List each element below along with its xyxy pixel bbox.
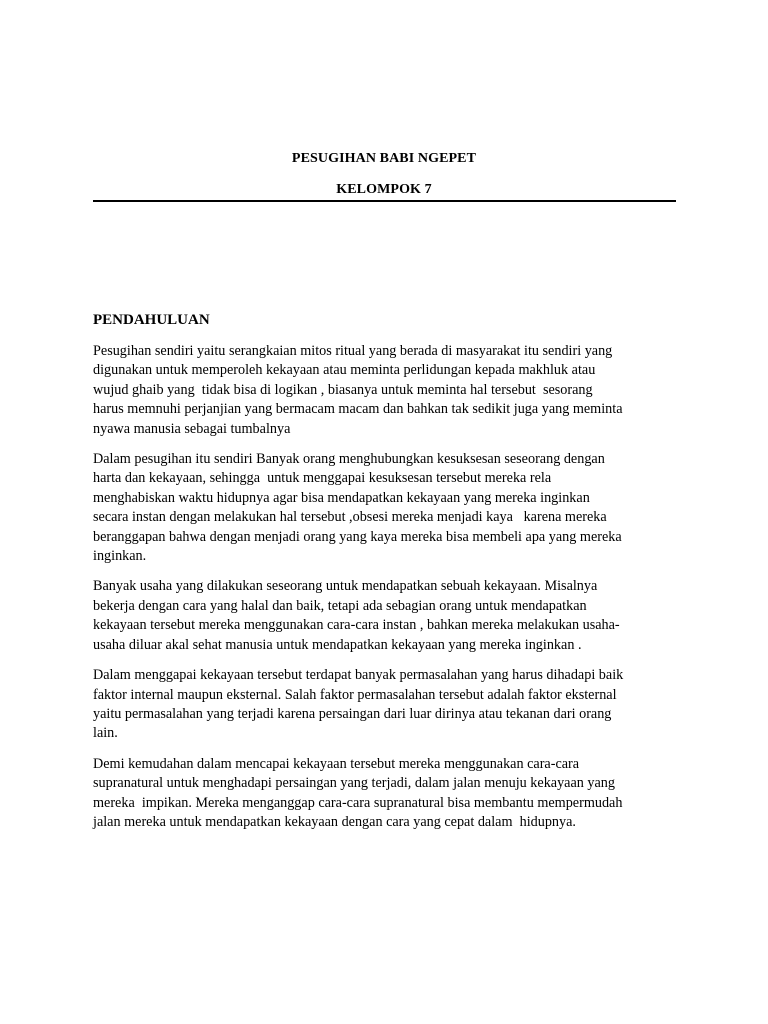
paragraph-line: harus memnuhi perjanjian yang bermacam macam dan bahkan tak sedikit juga yang meminta <box>93 401 623 418</box>
paragraph-line: harta dan kekayaan, sehingga untuk menggapai kesuksesan tersebut mereka rela <box>93 470 552 487</box>
document-subtitle: KELOMPOK 7 <box>336 182 432 197</box>
paragraph-line: Pesugihan sendiri yaitu serangkaian mitos ritual yang berada di masyarakat itu sendiri yang <box>93 343 613 359</box>
paragraph-line: lain. <box>93 725 118 742</box>
paragraph-line: Demi kemudahan dalam mencapai kekayaan tersebut mereka menggunakan cara-cara <box>93 755 580 772</box>
paragraph-line: kekayaan tersebut mereka menggunakan cara-cara instan , bahkan mereka melakukan usaha- <box>93 617 620 634</box>
paragraph-line: beranggapan bahwa dengan menjadi orang yang kaya mereka bisa membeli apa yang mereka <box>93 528 622 545</box>
title-divider <box>93 200 676 202</box>
paragraph-line: inginkan. <box>93 548 147 565</box>
paragraph-line: menghabiskan waktu hidupnya agar bisa mendapatkan kekayaan yang mereka inginkan <box>93 489 590 506</box>
paragraph-line: faktor internal maupun eksternal. Salah faktor permasalahan tersebut adalah faktor eksternal <box>93 686 617 703</box>
paragraph-5 <box>93 755 678 833</box>
paragraph-line: Dalam pesugihan itu sendiri Banyak orang menghubungkan kesuksesan seseorang dengan <box>93 451 605 468</box>
paragraph-3 <box>93 577 678 655</box>
paragraph-line: nyawa manusia sebagai tumbalnya <box>93 420 291 437</box>
paragraph-line: wujud ghaib yang tidak bisa di logikan , biasanya untuk meminta hal tersebut sesorang <box>93 381 593 398</box>
paragraph-line: usaha diluar akal sehat manusia untuk mendapatkan kekayaan yang mereka inginkan . <box>93 636 582 653</box>
paragraph-line: bekerja dengan cara yang halal dan baik, tetapi ada sebagian orang untuk mendapatkan <box>93 597 587 614</box>
paragraph-line: yaitu permasalahan yang terjadi karena persaingan dari luar dirinya atau tekanan dari orang <box>93 705 612 722</box>
paragraph-line: Banyak usaha yang dilakukan seseorang untuk mendapatkan sebuah kekayaan. Misalnya <box>93 578 598 595</box>
paragraph-4 <box>93 666 678 744</box>
document-body <box>93 310 678 832</box>
paragraph-line: digunakan untuk memperoleh kekayaan atau meminta perlidungan kepada makhluk atau <box>93 362 596 379</box>
paragraph-line: Dalam menggapai kekayaan tersebut terdapat banyak permasalahan yang harus dihadapi baik <box>93 667 624 684</box>
paragraph-line: secara instan dengan melakukan hal tersebut ,obsesi mereka menjadi kaya karena mereka <box>93 509 607 526</box>
document-title: PESUGIHAN BABI NGEPET <box>291 151 477 166</box>
section-heading: PENDAHULUAN <box>93 312 210 328</box>
paragraph-line: mereka impikan. Mereka menganggap cara-cara supranatural bisa membantu mempermudah <box>93 794 623 811</box>
paragraph-2 <box>93 450 678 566</box>
paragraph-1 <box>93 342 678 439</box>
paragraph-line: jalan mereka untuk mendapatkan kekayaan dengan cara yang cepat dalam hidupnya. <box>93 813 576 830</box>
paragraph-line: supranatural untuk menghadapi persaingan yang terjadi, dalam jalan menuju kekayaan yang <box>93 775 615 792</box>
